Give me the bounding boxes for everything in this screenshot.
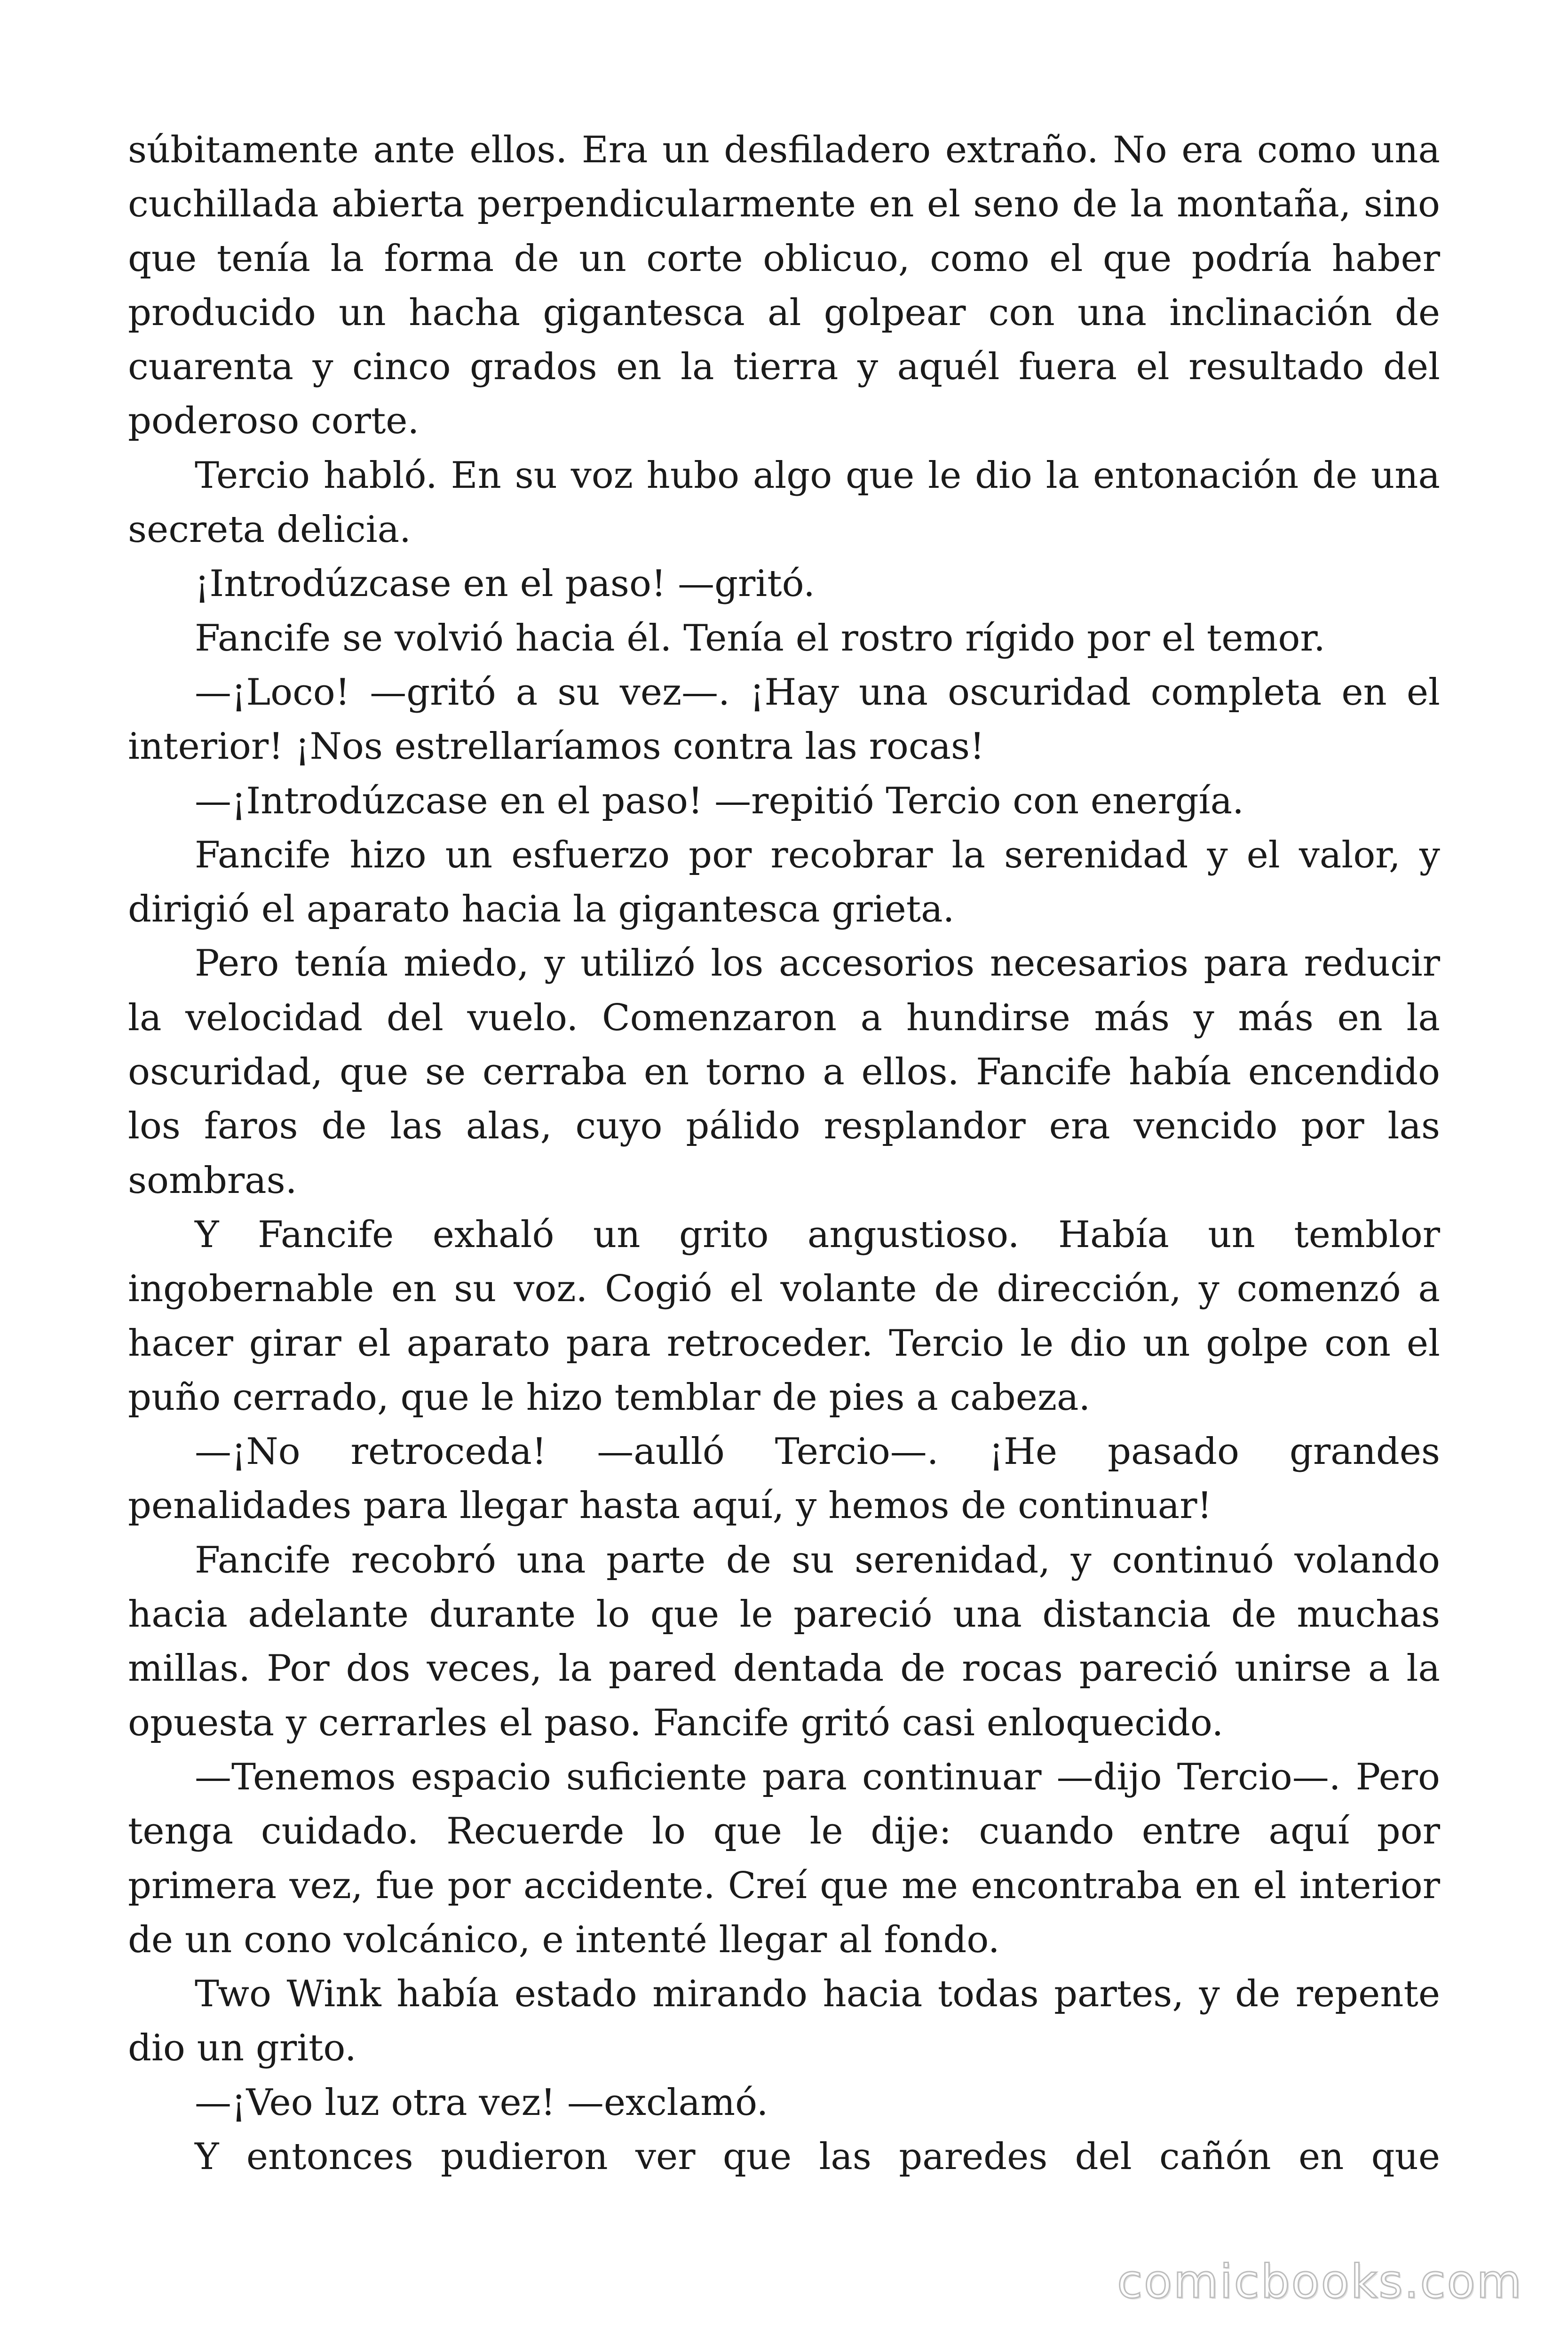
paragraph: súbitamente ante ellos. Era un desfiladero extraño. No era como una cuchillada abierta perpendicularmente en el seno de la montaña, sino que tenía la forma de un corte oblicuo, como el que podría haber producido un hacha gigantesca al golpear con una inclinación de cuarenta y cinco grados en la tierra y aquél fuera el resultado del poderoso corte.	[128, 129, 1440, 443]
paragraph: Fancife se volvió hacia él. Tenía el rostro rígido por el temor.	[195, 617, 1325, 660]
paragraph: Fancife recobró una parte de su serenidad, y continuó volando hacia adelante durante lo que le pareció una distancia de muchas millas. Por dos veces, la pared dentada de rocas pareció unirse a la opuesta y cerrarles el paso. Fancife gritó casi enloquecido.	[128, 1539, 1440, 1744]
paragraph: Y Fancife exhaló un grito angustioso. Había un temblor ingobernable en su voz. Cogió el volante de dirección, y comenzó a hacer girar el aparato para retroceder. Tercio le dio un golpe con el puño cerrado, que le hizo temblar de pies a cabeza.	[128, 1213, 1440, 1419]
paragraph: Two Wink había estado mirando hacia todas partes, y de repente dio un grito.	[128, 1973, 1440, 2070]
paragraph: —¡No retroceda! —aulló Tercio—. ¡He pasado grandes penalidades para llegar hasta aquí, y hemos de continuar!	[128, 1430, 1440, 1527]
paragraph: —¡Veo luz otra vez! —exclamó.	[195, 2081, 768, 2124]
paragraph: Fancife hizo un esfuerzo por recobrar la serenidad y el valor, y dirigió el aparato hacia la gigantesca grieta.	[128, 834, 1440, 931]
paragraph: —¡Introdúzcase en el paso! —repitió Tercio con energía.	[195, 779, 1244, 822]
paragraph: Pero tenía miedo, y utilizó los accesorios necesarios para reducir la velocidad del vuelo. Comenzaron a hundirse más y más en la oscuridad, que se cerraba en torno a ellos. Fancife había encendido los faros de las alas, cuyo pálido resplandor era vencido por las sombras.	[128, 942, 1440, 1202]
paragraph: —Tenemos espacio suficiente para continuar —dijo Tercio—. Pero tenga cuidado. Recuerde lo que le dije: cuando entre aquí por primera vez, fue por accidente. Creí que me encontraba en el interior de un cono volcánico, e intenté llegar al fondo.	[128, 1756, 1440, 1961]
paragraph: Tercio habló. En su voz hubo algo que le dio la entonación de una secreta delicia.	[128, 454, 1440, 551]
body-text	[128, 123, 1440, 2184]
paragraph: Y entonces pudieron ver que las paredes del cañón en que	[195, 2135, 1440, 2178]
paragraph: —¡Loco! —gritó a su vez—. ¡Hay una oscuridad completa en el interior! ¡Nos estrellaríamos contra las rocas!	[128, 671, 1440, 768]
watermark: comicbooks.com	[1117, 2255, 1523, 2309]
paragraph: ¡Introdúzcase en el paso! —gritó.	[195, 563, 815, 605]
